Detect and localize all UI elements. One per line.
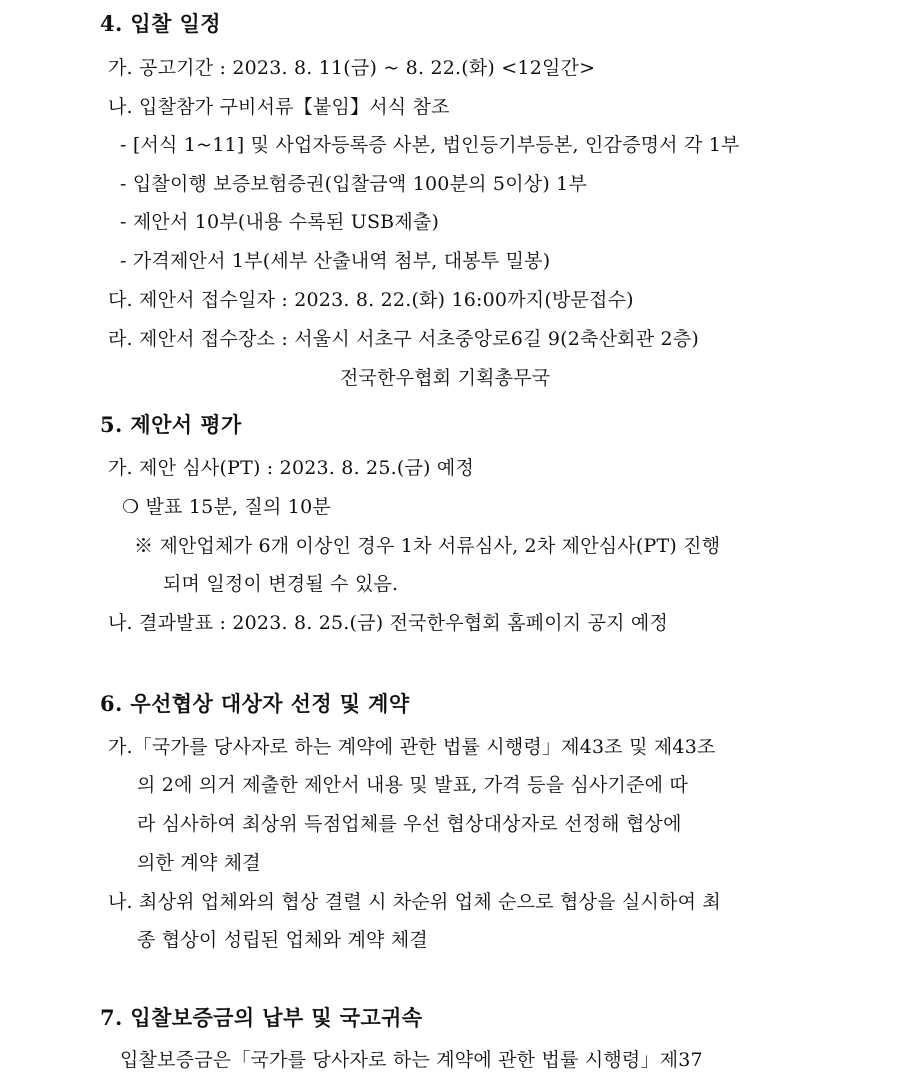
section-7-title: 7. 입찰보증금의 납부 및 국고귀속 [100, 1005, 423, 1030]
section-4-title: 4. 입찰 일정 [100, 11, 221, 36]
section-4-item-ra-cont: 전국한우협회 기획총무국 [340, 367, 551, 389]
section-6-item-na-line-1: 나. 최상위 업체와의 협상 결렬 시 차순위 업체 순으로 협상을 실시하여 최 [108, 891, 721, 913]
section-4-doc-2: - 입찰이행 보증보험증권(입찰금액 100분의 5이상) 1부 [120, 173, 588, 195]
section-5-item-ga: 가. 제안 심사(PT) : 2023. 8. 25.(금) 예정 [108, 457, 474, 479]
section-6-item-ga-line-3: 라 심사하여 최상위 득점업체를 우선 협상대상자로 선정해 협상에 [137, 813, 682, 835]
section-4-doc-3: - 제안서 10부(내용 수록된 USB제출) [120, 211, 440, 233]
section-4-item-da: 다. 제안서 접수일자 : 2023. 8. 22.(화) 16:00까지(방문접수) [108, 289, 634, 311]
section-7-body-line-1: 입찰보증금은「국가를 당사자로 하는 계약에 관한 법률 시행령」제37 [120, 1049, 703, 1071]
section-4-item-ga: 가. 공고기간 : 2023. 8. 11(금) ~ 8. 22.(화) <12일간> [108, 57, 596, 79]
section-5-bullet: ❍ 발표 15분, 질의 10분 [122, 496, 331, 518]
section-4-doc-1: - [서식 1~11] 및 사업자등록증 사본, 법인등기부등본, 인감증명서 각 1부 [120, 134, 740, 156]
section-6-title: 6. 우선협상 대상자 선정 및 계약 [100, 691, 410, 716]
section-5-title: 5. 제안서 평가 [100, 412, 242, 437]
section-4-item-ra: 라. 제안서 접수장소 : 서울시 서초구 서초중앙로6길 9(2축산회관 2층) [108, 328, 699, 350]
section-6-item-na-line-2: 종 협상이 성립된 업체와 계약 체결 [137, 929, 428, 951]
section-5-note-line-2: 되며 일정이 변경될 수 있음. [163, 573, 399, 595]
section-5-item-na: 나. 결과발표 : 2023. 8. 25.(금) 전국한우협회 홈페이지 공지 예정 [108, 612, 669, 634]
section-6-item-ga-line-1: 가.「국가를 당사자로 하는 계약에 관한 법률 시행령」제43조 및 제43조 [108, 736, 716, 758]
section-4-item-na: 나. 입찰참가 구비서류【붙임】서식 참조 [108, 96, 450, 118]
section-5-note-line-1: ※ 제안업체가 6개 이상인 경우 1차 서류심사, 2차 제안심사(PT) 진행 [134, 535, 721, 557]
section-6-item-ga-line-4: 의한 계약 체결 [137, 852, 261, 874]
section-4-doc-4: - 가격제안서 1부(세부 산출내역 첨부, 대봉투 밀봉) [120, 250, 551, 272]
section-6-item-ga-line-2: 의 2에 의거 제출한 제안서 내용 및 발표, 가격 등을 심사기준에 따 [137, 774, 689, 796]
